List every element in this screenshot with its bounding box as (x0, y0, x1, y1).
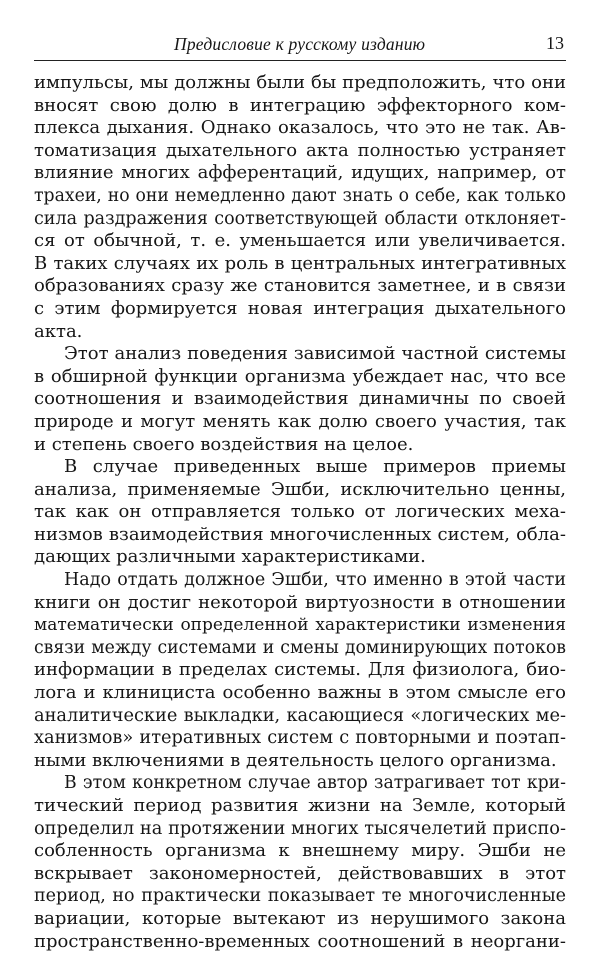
text-line: образованиях сразу же становится заметнее, и в связи (34, 275, 566, 297)
text-line: вносят свою долю в интеграцию эффекторного ком- (34, 94, 566, 116)
text-line: лога и клинициста особенно важны в этом смысле его (34, 682, 566, 704)
text-line: связи между системами и смены доминирующих потоков (34, 637, 566, 658)
text-line: сила раздражения соответствующей области отклоняет- (34, 208, 566, 229)
paragraph-start-line: В этом конкретном случае автор затрагивает тот кри- (64, 773, 566, 794)
text-line: вариации, которые вытекают из нерушимого закона (34, 907, 566, 929)
text-line: природе и могут менять как долю своего участия, так (34, 410, 566, 432)
text-line: аналитические выкладки, касающиеся «логических ме- (34, 705, 566, 726)
text-line: книги он достиг некоторой виртуозности в отношении (34, 591, 566, 613)
text-line: В таких случаях их роль в центральных интегративных (34, 252, 566, 274)
paragraph-end-line: и степень своего воздействия на целое. (34, 433, 414, 455)
text-line: импульсы, мы должны были бы предположить, что они (34, 72, 566, 93)
text-line: математически определенной характеристики изменения (34, 615, 566, 636)
text-line: низмов взаимодействия многочисленных систем, обла- (34, 523, 566, 545)
text-line: информации в пределах системы. Для физиолога, био- (34, 659, 566, 681)
text-line: с этим формируется новая интеграция дыхательного (34, 297, 566, 319)
running-title: Предисловие к русскому изданию (174, 34, 426, 54)
text-line: период, но практически показывает те многочисленные (34, 886, 566, 907)
text-line: собленность организма к внешнему миру. Эшби не (34, 840, 566, 862)
text-line: соотношения и взаимодействия динамичны по своей (34, 388, 566, 410)
paragraph-end-line: акта. (34, 320, 83, 342)
paragraph-start-line: Этот анализ поведения зависимой частной системы (64, 343, 566, 365)
paragraph-start-line: В случае приведенных выше примеров приемы (64, 456, 566, 478)
running-header (34, 30, 566, 61)
text-line: вскрывает закономерностей, действовавших в этот (34, 862, 566, 884)
text-line: влияние многих афферентаций, идущих, например, от (34, 162, 566, 184)
text-line: трахеи, но они немедленно дают знать о себе, как только (34, 185, 566, 206)
paragraph-end-line: ными включениями в деятельность целого организма. (34, 749, 557, 771)
paragraph-end-line: дающих различными характеристиками. (34, 546, 426, 568)
text-line: определил на протяжении многих тысячелетий приспо- (34, 818, 566, 839)
text-line: томатизация дыхательного акта полностью устраняет (34, 139, 566, 161)
text-line: пространственно-временных соотношений в неоргани- (34, 930, 566, 952)
text-line: в обширной функции организма убеждает нас, что все (34, 365, 566, 387)
paragraph-start-line: Надо отдать должное Эшби, что именно в этой части (64, 570, 566, 591)
text-line: ханизмов» итеративных систем с повторными и поэтап- (34, 728, 566, 749)
text-line: анализа, применяемые Эшби, исключительно ценны, (34, 478, 566, 500)
text-line: плекса дыхания. Однако оказалось, что это не так. Ав- (34, 117, 566, 139)
body-text (34, 72, 566, 953)
text-line: ся от обычной, т. е. уменьшается или увеличивается. (34, 230, 566, 252)
page-number: 13 (546, 33, 564, 53)
text-line: тический период развития жизни на Земле, который (34, 795, 566, 816)
text-line: так как он отправляется только от логических меха- (34, 501, 566, 523)
